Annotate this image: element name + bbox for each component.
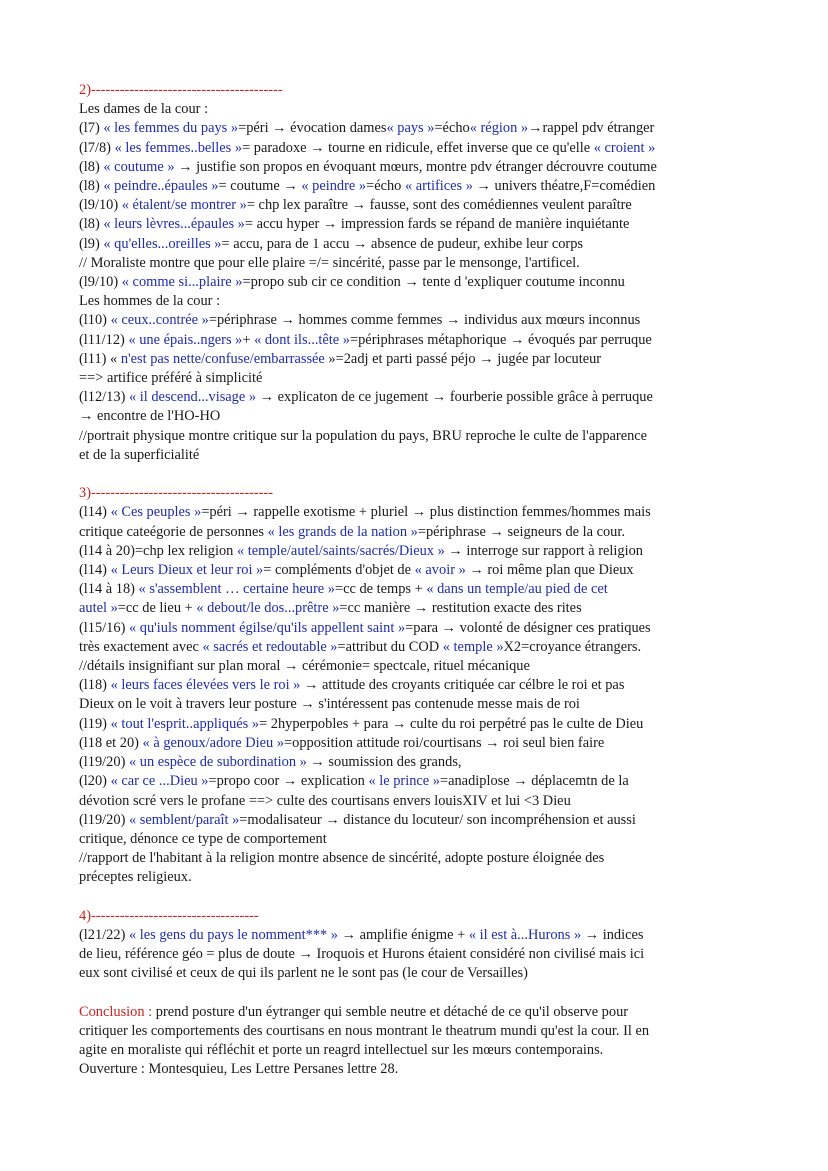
text-line: (l9/10) « comme si...plaire »=propo sub cir ce condition → tente d 'expliquer coutume inconnu [79, 274, 625, 291]
text-line: (l15/16) « qu'iuls nomment égilse/qu'ils appellent saint »=para → volonté de désigner ces pratiques [79, 619, 651, 636]
section-4-heading: 4)----------------------------------- [79, 907, 259, 924]
text-line: (l14) « Leurs Dieux et leur roi »= compléments d'objet de « avoir » → roi même plan que Dieux [79, 562, 634, 579]
text-line: (l9/10) « étalent/se montrer »= chp lex paraître → fausse, sont des comédiennes veulent paraître [79, 197, 632, 214]
text-line: (l19) « tout l'esprit..appliqués »= 2hyperpobles + para → culte du roi perpétré pas le culte de Dieu [79, 715, 644, 732]
text-line: eux sont civilisé et ceux de qui ils parlent ne le sont pas (le cour de Versailles) [79, 965, 528, 982]
text-line: (l10) « ceux..contrée »=périphrase → hommes comme femmes → individus aux mœurs inconnus [79, 312, 641, 329]
spacer [79, 888, 769, 907]
text-line: (l11) « n'est pas nette/confuse/embarrassée »=2adj et parti passé péjo → jugée par locuteur [79, 350, 602, 367]
text-line: et de la superficialité [79, 446, 200, 463]
text-line: critiquer les comportements des courtisans en nous montrant le theatrum mundi qu'est la cour. Il en [79, 1022, 650, 1039]
text-line: Dieux on le voit à travers leur posture → s'intéressent pas contenude messe mais de roi [79, 696, 580, 713]
text-line: (l18) « leurs faces élevées vers le roi » → attitude des croyants critiquée car célbre le roi et pas [79, 677, 625, 694]
text-line: (l21/22) « les gens du pays le nomment*** » → amplifie énigme + « il est à...Hurons » → indices [79, 926, 644, 943]
text-line: de lieu, référence géo = plus de doute → Iroquois et Hurons étaient considéré non civilisé mais ici [79, 946, 645, 963]
text-line: critique, dénonce ce type de comportement [79, 830, 327, 847]
text-line: (l19/20) « un espèce de subordination » → soumission des grands, [79, 754, 462, 771]
text-line: (l8) « leurs lèvres...épaules »= accu hyper → impression fards se répand de manière inquiétante [79, 216, 630, 233]
text-line: ==> artifice préféré à simplicité [79, 370, 263, 387]
text-line: (l18 et 20) « à genoux/adore Dieu »=opposition attitude roi/courtisans → roi seul bien faire [79, 734, 605, 751]
text-line: → encontre de l'HO-HO [79, 408, 221, 425]
text-line: très exactement avec « sacrés et redoutable »=attribut du COD « temple »X2=croyance étrangers. [79, 638, 642, 655]
text-line: préceptes religieux. [79, 869, 192, 886]
text-line: (l9) « qu'elles...oreilles »= accu, para de 1 accu → absence de pudeur, exhibe leur corps [79, 235, 584, 252]
section-2-heading: 2)---------------------------------------- [79, 82, 283, 98]
text-line: (l14 à 20)=chp lex religion « temple/autel/saints/sacrés/Dieux » → interroge sur rapport à religion [79, 542, 644, 559]
spacer [79, 465, 769, 484]
text-line: (l8) « peindre..épaules »= coutume → « peindre »=écho « artifices » → univers théatre,F=comédien [79, 178, 656, 195]
text-line: //portrait physique montre critique sur la population du pays, BRU reproche le culte de l'apparence [79, 427, 648, 444]
document-body [79, 81, 769, 1080]
text-line: (l8) « coutume » → justifie son propos en évoquant mœurs, montre pdv étranger décrouvre coutume [79, 158, 657, 175]
section-3-heading: 3)-------------------------------------- [79, 485, 274, 502]
text-line: (l14 à 18) « s'assemblent … certaine heure »=cc de temps + « dans un temple/au pied de cet [79, 581, 608, 598]
text-line: //détails insignifiant sur plan moral → cérémonie= spectcale, rituel mécanique [79, 658, 530, 675]
text-line: autel »=cc de lieu + « debout/le dos...prêtre »=cc manière → restitution exacte des rites [79, 600, 582, 617]
conclusion-label: Conclusion : [79, 1003, 153, 1020]
text-line: (l19/20) « semblent/paraît »=modalisateur → distance du locuteur/ son incompréhension et aussi [79, 811, 636, 828]
text-line: // Moraliste montre que pour elle plaire =/= sincérité, passe par le mensonge, l'artificel. [79, 254, 580, 271]
text-line: (l14) « Ces peuples »=péri → rappelle exotisme + pluriel → plus distinction femmes/hommes mais [79, 504, 651, 521]
text-line: critique cateégorie de personnes « les grands de la nation »=périphrase → seigneurs de la cour. [79, 523, 625, 540]
text-line: (l7/8) « les femmes..belles »= paradoxe → tourne en ridicule, effet inverse que ce qu'elle « croient » [79, 139, 656, 156]
text-line: //rapport de l'habitant à la religion montre absence de sincérité, adopte posture éloignée des [79, 850, 605, 867]
subheading-dames: Les dames de la cour : [79, 101, 209, 118]
text-line: (l20) « car ce ...Dieu »=propo coor → explication « le prince »=anadiplose → déplacemtn de la [79, 773, 629, 790]
text-line: Ouverture : Montesquieu, Les Lettre Persanes lettre 28. [79, 1061, 399, 1078]
text-line: (l7) « les femmes du pays »=péri → évocation dames« pays »=écho« région »→rappel pdv étranger [79, 120, 655, 137]
text-line: (l12/13) « il descend...visage » → explicaton de ce jugement → fourberie possible grâce à perruque [79, 389, 653, 406]
subheading-hommes: Les hommes de la cour : [79, 293, 221, 310]
spacer [79, 984, 769, 1003]
text-line: agite en moraliste qui réfléchit et porte un reagrd intellectuel sur les mœurs contemporains. [79, 1042, 604, 1059]
text-line: (l11/12) « une épais..ngers »+ « dont ils...tête »=périphrases métaphorique → évoqués par perruque [79, 331, 652, 348]
conclusion-line: Conclusion : prend posture d'un éytranger qui semble neutre et détaché de ce qu'il observe pour [79, 1003, 629, 1020]
text-line: dévotion scré vers le profane ==> culte des courtisans envers louisXIV et lui <3 Dieu [79, 792, 571, 809]
